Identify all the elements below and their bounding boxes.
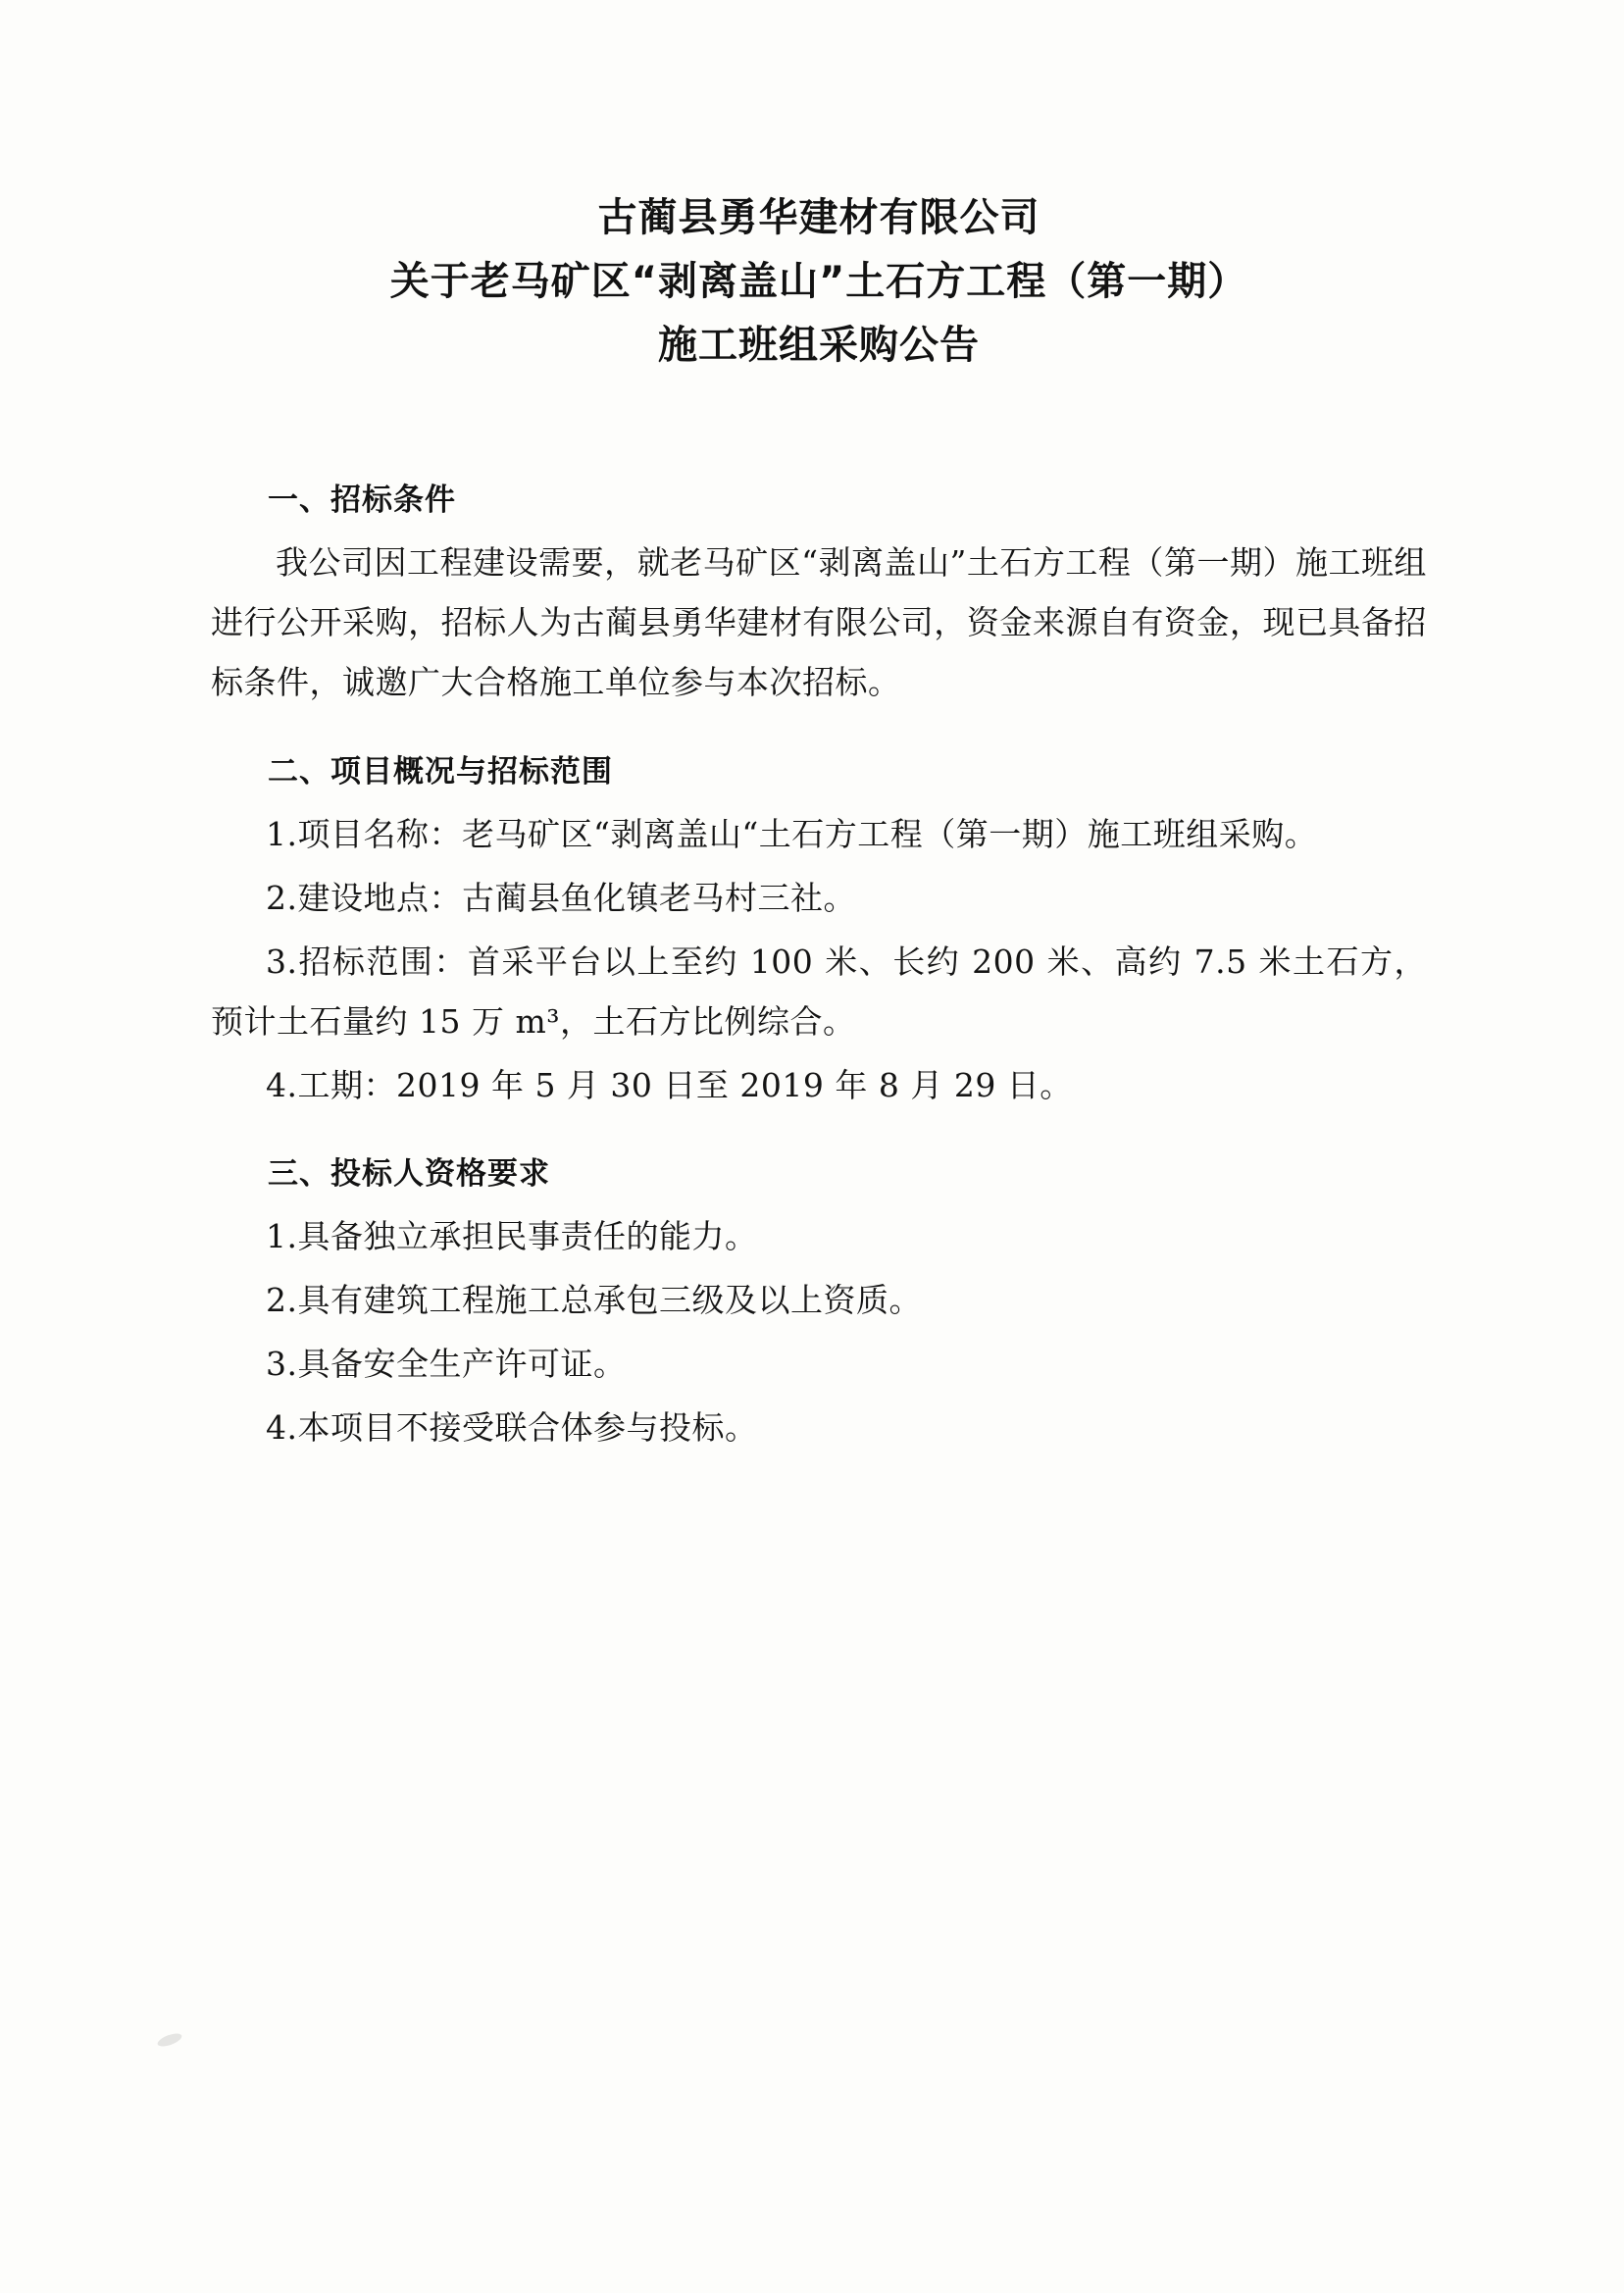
- section-bidder-qualifications: [211, 1148, 1427, 1457]
- title-line-2: 关于老马矿区“剥离盖山”土石方工程（第一期）: [389, 258, 1248, 304]
- document-content: [211, 186, 1427, 1461]
- title-line-3: 施工班组采购公告: [658, 322, 980, 368]
- section-1-paragraph: 我公司因工程建设需要，就老马矿区“剥离盖山”土石方工程（第一期）施工班组进行公开采购，招标人为古蔺县勇华建材有限公司，资金来源自有资金，现已具备招标条件，诚邀广大合格施工单位参与本次招标。: [211, 543, 1427, 702]
- list-item: 4.本项目不接受联合体参与投标。: [266, 1407, 758, 1447]
- document-title: [211, 186, 1427, 377]
- section-project-overview: [211, 746, 1427, 1115]
- list-item: 2.具有建筑工程施工总承包三级及以上资质。: [266, 1280, 922, 1319]
- paper-smudge: [156, 2031, 183, 2049]
- section-bidding-conditions: [211, 475, 1427, 712]
- section-heading-1: 一、招标条件: [268, 483, 456, 519]
- list-item: 2.建设地点：古蔺县鱼化镇老马村三社。: [266, 878, 856, 917]
- list-item: 3.具备安全生产许可证。: [266, 1344, 627, 1383]
- list-item: 4.工期：2019 年 5 月 30 日至 2019 年 8 月 29 日。: [266, 1065, 1073, 1104]
- section-heading-3: 三、投标人资格要求: [268, 1155, 550, 1192]
- title-line-1: 古蔺县勇华建材有限公司: [597, 195, 1040, 240]
- list-item: 3.招标范围：首采平台以上至约 100 米、长约 200 米、高约 7.5 米土石方，预计土石量约 15 万 m³，土石方比例综合。: [211, 942, 1427, 1041]
- section-heading-2: 二、项目概况与招标范围: [268, 753, 613, 790]
- list-item: 1.具备独立承担民事责任的能力。: [266, 1216, 758, 1255]
- list-item: 1.项目名称：老马矿区“剥离盖山“土石方工程（第一期）施工班组采购。: [266, 814, 1318, 853]
